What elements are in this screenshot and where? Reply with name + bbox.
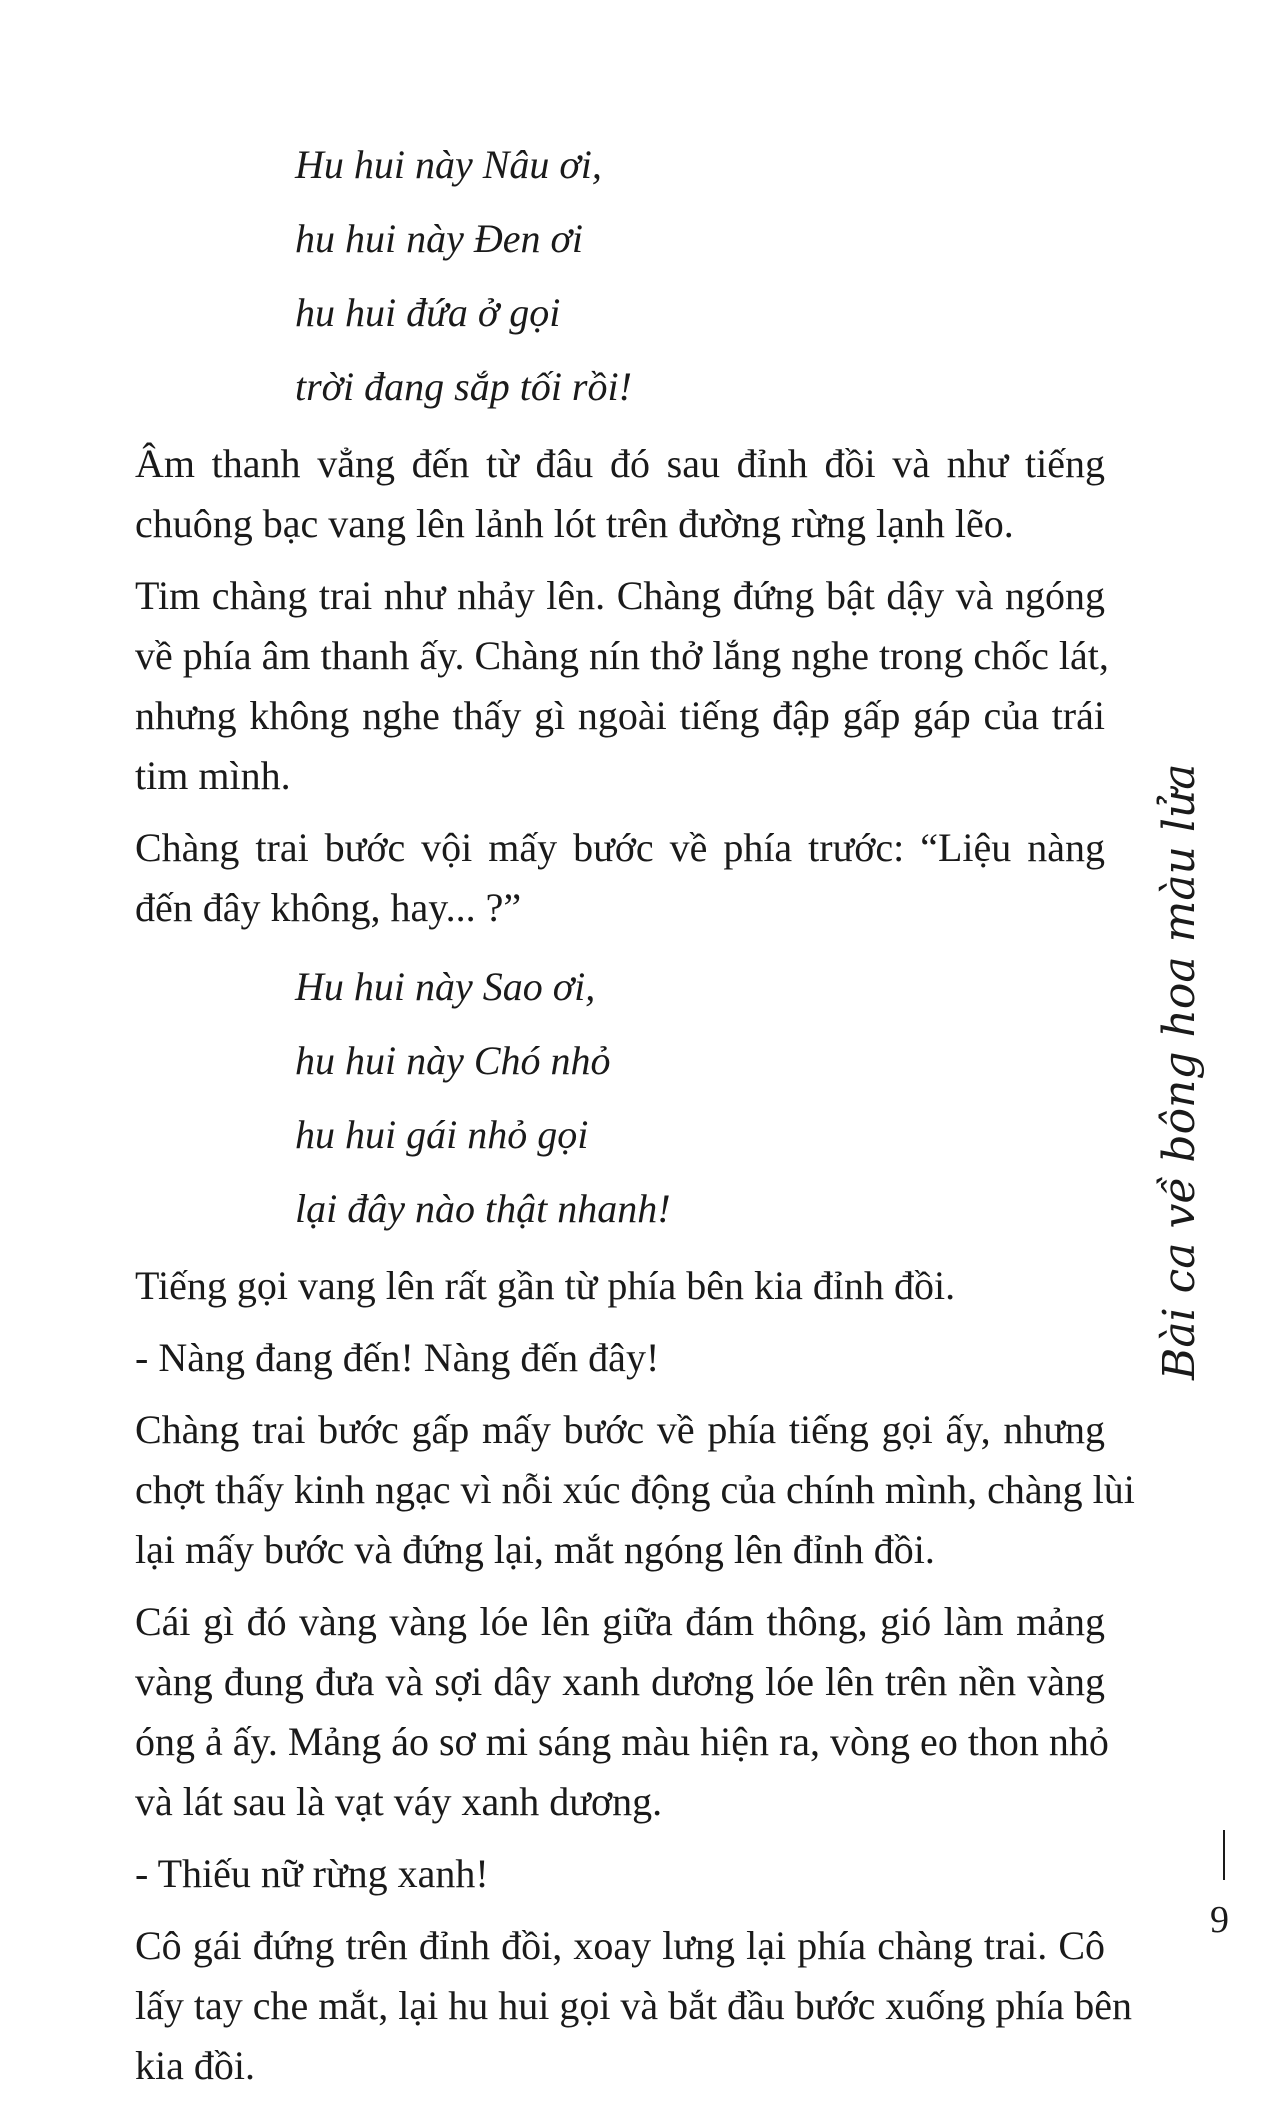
paragraph-8 <box>135 1844 1105 1904</box>
paragraph-4 <box>135 1256 1105 1316</box>
paragraph-7 <box>135 1592 1109 1832</box>
paragraph-line: lại mấy bước và đứng lại, mắt ngóng lên đỉnh đồi. <box>135 1527 935 1572</box>
paragraph-line: vàng đung đưa và sợi dây xanh dương lóe lên trên nền vàng <box>135 1659 1105 1704</box>
paragraph-line: lấy tay che mắt, lại hu hui gọi và bắt đầu bước xuống phía bên <box>135 1983 1133 2028</box>
paragraph-line: chợt thấy kinh ngạc vì nỗi xúc động của chính mình, chàng lùi <box>135 1467 1135 1512</box>
paragraph-line: nhưng không nghe thấy gì ngoài tiếng đập gấp gáp của trái <box>135 693 1105 738</box>
paragraph-line: Cái gì đó vàng vàng lóe lên giữa đám thông, gió làm mảng <box>135 1599 1105 1644</box>
paragraph-line: Chàng trai bước gấp mấy bước về phía tiếng gọi ấy, nhưng <box>135 1407 1105 1452</box>
margin-rule <box>1223 1830 1225 1880</box>
verse-stanza-2 <box>135 950 1105 1246</box>
paragraph-line: - Nàng đang đến! Nàng đến đây! <box>135 1335 660 1380</box>
paragraph-line: - Thiếu nữ rừng xanh! <box>135 1851 489 1896</box>
paragraph-5 <box>135 1328 1105 1388</box>
paragraph-line: chuông bạc vang lên lảnh lót trên đường rừng lạnh lẽo. <box>135 501 1014 546</box>
running-title: Bài ca về bông hoa màu lửa <box>1154 763 1205 1380</box>
paragraph-3 <box>135 818 1105 938</box>
verse-line: Hu hui này Nâu ơi, <box>295 142 602 187</box>
paragraph-line: Tim chàng trai như nhảy lên. Chàng đứng bật dậy và ngóng <box>135 573 1105 618</box>
body-text <box>135 128 1135 2108</box>
paragraph-line: và lát sau là vạt váy xanh dương. <box>135 1779 663 1824</box>
page-number: 9 <box>1210 1899 1229 1941</box>
verse-line: lại đây nào thật nhanh! <box>295 1186 671 1231</box>
paragraph-line: Cô gái đứng trên đỉnh đồi, xoay lưng lại phía chàng trai. Cô <box>135 1923 1105 1968</box>
paragraph-line: tim mình. <box>135 753 291 798</box>
verse-line: hu hui đứa ở gọi <box>295 290 561 335</box>
paragraph-line: đến đây không, hay... ?” <box>135 885 522 930</box>
paragraph-1 <box>135 434 1105 554</box>
paragraph-line: kia đồi. <box>135 2043 255 2088</box>
verse-line: hu hui gái nhỏ gọi <box>295 1112 589 1157</box>
paragraph-6 <box>135 1400 1135 1580</box>
paragraph-2 <box>135 566 1109 806</box>
paragraph-9 <box>135 1916 1133 2096</box>
paragraph-line: Âm thanh vẳng đến từ đâu đó sau đỉnh đồi và như tiếng <box>135 441 1105 486</box>
paragraph-line: Chàng trai bước vội mấy bước về phía trước: “Liệu nàng <box>135 825 1105 870</box>
paragraph-line: Tiếng gọi vang lên rất gần từ phía bên kia đỉnh đồi. <box>135 1263 956 1308</box>
paragraph-line: về phía âm thanh ấy. Chàng nín thở lắng nghe trong chốc lát, <box>135 633 1109 678</box>
verse-line: hu hui này Chó nhỏ <box>295 1038 611 1083</box>
paragraph-line: óng ả ấy. Mảng áo sơ mi sáng màu hiện ra, vòng eo thon nhỏ <box>135 1719 1109 1764</box>
verse-line: trời đang sắp tối rồi! <box>295 364 632 409</box>
verse-line: Hu hui này Sao ơi, <box>295 964 596 1009</box>
verse-line: hu hui này Đen ơi <box>295 216 583 261</box>
verse-stanza-1 <box>135 128 1105 424</box>
